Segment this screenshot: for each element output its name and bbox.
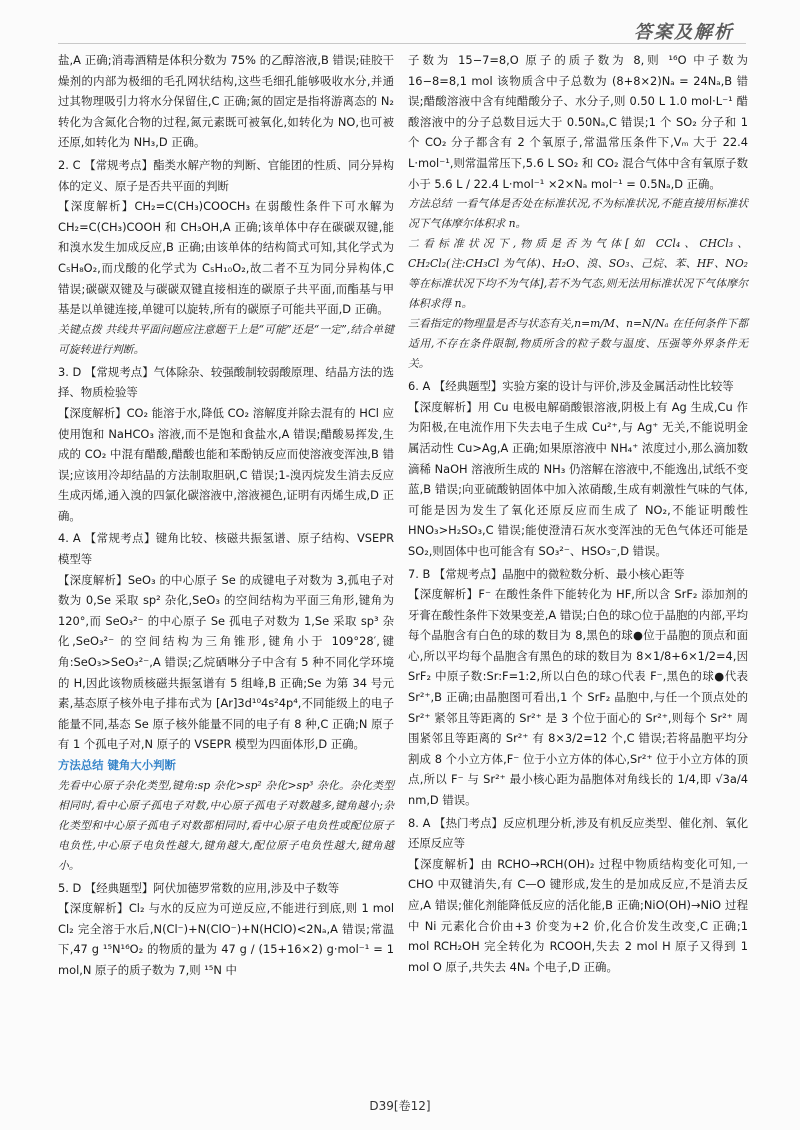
q5-header: 5. D 【经典题型】阿伏加德罗常数的应用,涉及中子数等 — [58, 880, 340, 895]
q7-analysis: 【深度解析】F⁻ 在酸性条件下能转化为 HF,所以含 SrF₂ 添加剂的牙膏在酸性条件下效果变差,A 错误;白色的球○位于晶胞的内部,平均每个晶胞含有白色的球的数目为 8,黑色的球●位于晶胞的顶点和面心,所以平均每个晶胞含有黑色的球的数目为 8×1/8+6×1/2=4,因 SrF₂ 中原子数:Sr:F=1:2,所以白色的球○代表 F⁻,黑色的球●代表 Sr²⁺,B 正确;由晶胞图可看出,1 个 SrF₂ 晶胞中,与任一个顶点处的 Sr²⁺ 紧邻且等距离的 Sr²⁺ 是 3 个位于面心的 Sr²⁺,则每个 Sr²⁺ 周围紧邻且等距离的 Sr²⁺ 有 8×3/2=12 个,C 错误;若将晶胞平均分割成 8 个小立方体,F⁻ 位于小立方体的体心,Sr²⁺ 位于小立方体的顶点,所以 F⁻ 与 Sr²⁺ 最小核心距为晶胞体对角线长的 1/4,即 √3a/4 nm,D 错误。 — [408, 587, 748, 808]
q3-header: 3. D 【常规考点】气体除杂、较强酸制较弱酸原理、结晶方法的选择、物质检验等 — [58, 364, 394, 400]
q5-method-tip-2: 二看标准状况下,物质是否为气体[如 CCl₄、CHCl₃、CH₂Cl₂(注:CH₃Cl 为气体)、H₂O、溴、SO₃、己烷、苯、HF、NO₂ 等在标准状况下均不为气体],若不为气态,则无法用标准状况下气体摩尔体积求得 n。 — [408, 237, 748, 311]
q6-header: 6. A 【经典题型】实验方案的设计与评价,涉及金属活动性比较等 — [408, 379, 734, 394]
q5-method-tip-1: 方法总结 一看气体是否处在标准状况,不为标准状况,不能直接用标准状况下气体摩尔体积求 n。 — [408, 197, 748, 231]
q4-header: 4. A 【常规考点】键角比较、核磁共振氢谱、原子结构、VSEPR 模型等 — [58, 531, 394, 567]
page-header-title: 答案及解析 — [634, 22, 734, 43]
page-footer: D39[卷12] — [369, 1099, 431, 1113]
q4-method-title: 方法总结 键角大小判断 — [58, 758, 176, 772]
q5-analysis: 【深度解析】Cl₂ 与水的反应为可逆反应,不能进行到底,则 1 mol Cl₂ 完全溶于水后,N(Cl⁻)+N(ClO⁻)+N(HClO)<2Nₐ,A 错误;常温下,47 g ¹⁵N¹⁶O₂ 的物质的量为 47 g / (15+16×2) g·mol⁻¹ = 1 mol,N 原子的质子数为 7,则 ¹⁵N 中 — [58, 901, 394, 977]
left-column — [58, 50, 394, 981]
q5-analysis-cont: 子数为 15−7=8,O 原子的质子数为 8,则 ¹⁶O 中子数为 16−8=8,1 mol 该物质含中子总数为 (8+8×2)Nₐ = 24Nₐ,B 错误;醋酸溶液中含有纯醋酸分子、水分子,则 0.50 L 1.0 mol·L⁻¹ 醋酸溶液中的分子总数目远大于 0.50Nₐ,C 错误;1 个 SO₂ 分子和 1 个 CO₂ 分子都含有 2 个氧原子,常温常压条件下,Vₘ 大于 22.4 L·mol⁻¹,则常温常压下,5.6 L SO₂ 和 CO₂ 混合气体中含有氧原子数小于 5.6 L / 22.4 L·mol⁻¹ ×2×Nₐ mol⁻¹ = 0.5Nₐ,D 正确。 — [408, 53, 748, 191]
q2-header: 2. C 【常规考点】酯类水解产物的判断、官能团的性质、同分异构体的定义、原子是否共平面的判断 — [58, 157, 394, 193]
q4-method-body: 先看中心原子杂化类型,键角:sp 杂化>sp² 杂化>sp³ 杂化。杂化类型相同时,看中心原子孤电子对数,中心原子孤电子对数越多,键角越小;杂化类型和中心原子孤电子对数都相同时,看中心原子电负性或配位原子电负性,中心原子电负性越大,键角越大,配位原子电负性越大,键角越小。 — [58, 778, 394, 872]
q4-analysis: 【深度解析】SeO₃ 的中心原子 Se 的成键电子对数为 3,孤电子对数为 0,Se 采取 sp² 杂化,SeO₃ 的空间结构为平面三角形,键角为 120°,而 SeO₃²⁻ 的中心原子 Se 孤电子对数为 1,Se 采取 sp³ 杂化,SeO₃²⁻ 的空间结构为三角锥形,键角小于 109°28′,键角:SeO₃>SeO₃²⁻,A 错误;乙烷硒啉分子中含有 5 种不同化学环境的 H,因此该物质核磁共振氢谱有 5 组峰,B 正确;Se 为第 34 号元素,基态原子核外电子排布式为 [Ar]3d¹⁰4s²4p⁴,不同能级上的电子能量不同,基态 Se 原子核外能量不同的电子有 8 种,C 正确;N 原子有 1 个孤电子对,N 原子的 VSEPR 模型为四面体形,D 正确。 — [58, 572, 394, 752]
q2-analysis: 【深度解析】CH₂=C(CH₃)COOCH₃ 在弱酸性条件下可水解为 CH₂=C(CH₃)COOH 和 CH₃OH,A 正确;该单体中存在碳碳双键,能和溴水发生加成反应,B 正确;由该单体的结构简式可知,其化学式为 C₅H₈O₂,而戊酸的化学式为 C₅H₁₀O₂,故二者不互为同分异构体,C 错误;碳碳双键及与碳碳双键直接相连的碳原子共平面,而酯基与甲基是以单键连接,单键可以旋转,所有的碳原子可能共平面,D 正确。 — [58, 199, 394, 317]
q8-analysis: 【深度解析】由 RCHO→RCH(OH)₂ 过程中物质结构变化可知,一 CHO 中双键消失,有 C—O 键形成,发生的是加成反应,不是消去反应,A 错误;催化剂能降低反应的活化能,B 正确;NiO(OH)→NiO 过程中 Ni 元素化合价由+3 价变为+2 价,化合价发生改变,C 正确;1 mol RCH₂OH 完全转化为 RCOOH,失去 2 mol H 原子又得到 1 mol O 原子,共失去 4Nₐ 个电子,D 正确。 — [408, 856, 748, 974]
header-rule — [58, 43, 746, 44]
q8-header: 8. A 【热门考点】反应机理分析,涉及有机反应类型、催化剂、氧化还原反应等 — [408, 815, 748, 851]
q2-key-tip: 关键点拨 共线共平面问题应注意题干上是“可能”还是“一定”,结合单键可旋转进行判断。 — [58, 322, 394, 356]
left-para-1: 盐,A 正确;消毒酒精是体积分数为 75% 的乙醇溶液,B 错误;硅胶干燥剂的内部为极细的毛孔网状结构,这些毛细孔能够吸收水分,并通过其物理吸引力将水分保留住,C 正确;氮的固定是指将游离态的 N₂ 转化为含氮化合物的过程,氮元素既可被氧化,如转化为 NO,也可被还原,如转化为 NH₃,D 正确。 — [58, 53, 394, 150]
q6-analysis: 【深度解析】用 Cu 电极电解硝酸银溶液,阴极上有 Ag 生成,Cu 作为阳极,在电流作用下失去电子生成 Cu²⁺,与 Ag⁺ 无关,不能说明金属活动性 Cu>Ag,A 正确;如果原溶液中 NH₄⁺ 浓度过小,那么滴加数滴稀 NaOH 溶液所生成的 NH₃ 仍溶解在溶液中,不能逸出,试纸不变蓝,B 错误;向亚硫酸钠固体中加入浓硝酸,生成有刺激性气味的气体,可能是因为发生了氧化还原反应而生成了 NO₂,不能证明酸性 HNO₃>H₂SO₃,C 错误;能使澄清石灰水变浑浊的无色气体还可能是 SO₂,则固体中也可能含有 SO₃²⁻、HSO₃⁻,D 错误。 — [408, 399, 748, 558]
right-column — [408, 50, 748, 977]
q5-method-tip-3: 三看指定的物理量是否与状态有关,n=m/M、n=N/Nₐ 在任何条件下都适用,不存在条件限制,物质所含的粒子数与温度、压强等外界条件无关。 — [408, 317, 748, 371]
q7-header: 7. B 【常规考点】晶胞中的微粒数分析、最小核心距等 — [408, 566, 685, 581]
q3-analysis: 【深度解析】CO₂ 能溶于水,降低 CO₂ 溶解度并除去混有的 HCl 应使用饱和 NaHCO₃ 溶液,而不是饱和食盐水,A 错误;醋酸易挥发,生成的 CO₂ 中混有醋酸,醋酸也能和苯酚钠反应而使溶液变浑浊,B 错误;应该用冷却结晶的方法制取胆矾,C 错误;1-溴丙烷发生消去反应生成丙烯,通入溴的四氯化碳溶液中,溶液褪色,证明有丙烯生成,D 正确。 — [58, 405, 394, 523]
